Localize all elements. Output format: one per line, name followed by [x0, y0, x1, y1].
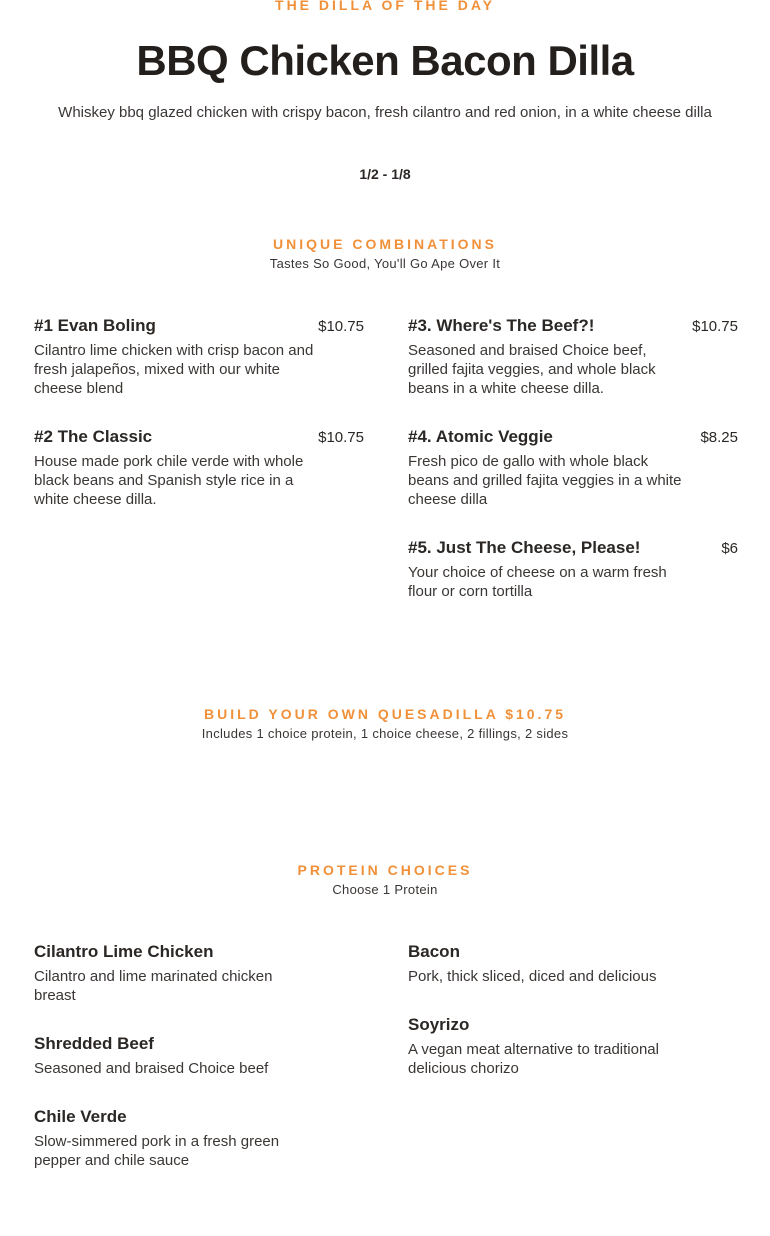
- protein-description: Cilantro and lime marinated chicken breast: [34, 968, 273, 1004]
- protein-name: Soyrizo: [408, 1015, 470, 1034]
- section-title: UNIQUE COMBINATIONS: [273, 236, 497, 252]
- section-title: BUILD YOUR OWN QUESADILLA $10.75: [203, 706, 567, 722]
- protein-choices-header: [0, 862, 770, 897]
- protein-description: Seasoned and braised Choice beef: [34, 1060, 269, 1077]
- menu-item-description: House made pork chile verde with whole black beans and Spanish style rice in a white cheese dilla.: [34, 453, 304, 508]
- menu-item-price: $6: [721, 540, 738, 557]
- section-title: PROTEIN CHOICES: [297, 862, 473, 878]
- protein-name: Cilantro Lime Chicken: [34, 942, 214, 961]
- protein-item: [34, 1034, 364, 1078]
- protein-item: [34, 942, 364, 1005]
- menu-item-description: Cilantro lime chicken with crisp bacon and fresh jalapeños, mixed with our white cheese blend: [34, 342, 314, 397]
- menu-item-price: $8.25: [700, 429, 738, 446]
- menu-item-name: #4. Atomic Veggie: [408, 427, 553, 446]
- menu-item-name: #2 The Classic: [34, 427, 153, 446]
- menu-item: [34, 427, 364, 509]
- dilla-of-the-day-label: THE DILLA OF THE DAY: [275, 0, 495, 13]
- menu-item-name: #5. Just The Cheese, Please!: [408, 538, 641, 557]
- protein-item: [34, 1107, 364, 1170]
- menu-item: [408, 316, 738, 398]
- menu-item: [408, 427, 738, 509]
- unique-combinations-header: [0, 236, 770, 271]
- protein-description: Pork, thick sliced, diced and delicious: [408, 968, 657, 985]
- dilla-of-the-day-description: Whiskey bbq glazed chicken with crispy bacon, fresh cilantro and red onion, in a white cheese dilla: [58, 104, 712, 121]
- protein-description: Slow-simmered pork in a fresh green pepper and chile sauce: [34, 1133, 280, 1169]
- section-subtitle: Choose 1 Protein: [332, 882, 438, 897]
- menu-item-description: Fresh pico de gallo with whole black beans and grilled fajita veggies in a white cheese dilla: [408, 453, 682, 508]
- menu-item-price: $10.75: [692, 318, 738, 335]
- section-subtitle: Tastes So Good, You'll Go Ape Over It: [269, 256, 501, 271]
- protein-item: [408, 942, 738, 986]
- section-subtitle: Includes 1 choice protein, 1 choice cheese, 2 fillings, 2 sides: [201, 726, 569, 741]
- dilla-of-the-day-title: BBQ Chicken Bacon Dilla: [136, 37, 634, 84]
- menu-item-name: #1 Evan Boling: [34, 316, 156, 335]
- menu-item: [408, 538, 738, 601]
- protein-name: Chile Verde: [34, 1107, 127, 1126]
- menu-item-price: $10.75: [318, 318, 364, 335]
- dilla-of-the-day-size: 1/2 - 1/8: [359, 166, 411, 182]
- menu-item-description: Your choice of cheese on a warm fresh flour or corn tortilla: [408, 564, 667, 600]
- menu-item: [34, 316, 364, 398]
- protein-name: Bacon: [408, 942, 460, 961]
- menu-item-price: $10.75: [318, 429, 364, 446]
- protein-item: [408, 1015, 738, 1078]
- menu-item-name: #3. Where's The Beef?!: [408, 316, 595, 335]
- protein-name: Shredded Beef: [34, 1034, 154, 1053]
- protein-description: A vegan meat alternative to traditional delicious chorizo: [408, 1041, 659, 1077]
- menu-item-description: Seasoned and braised Choice beef, grilled fajita veggies, and whole black beans in a white cheese dilla.: [408, 342, 656, 397]
- build-your-own-header: [0, 706, 770, 741]
